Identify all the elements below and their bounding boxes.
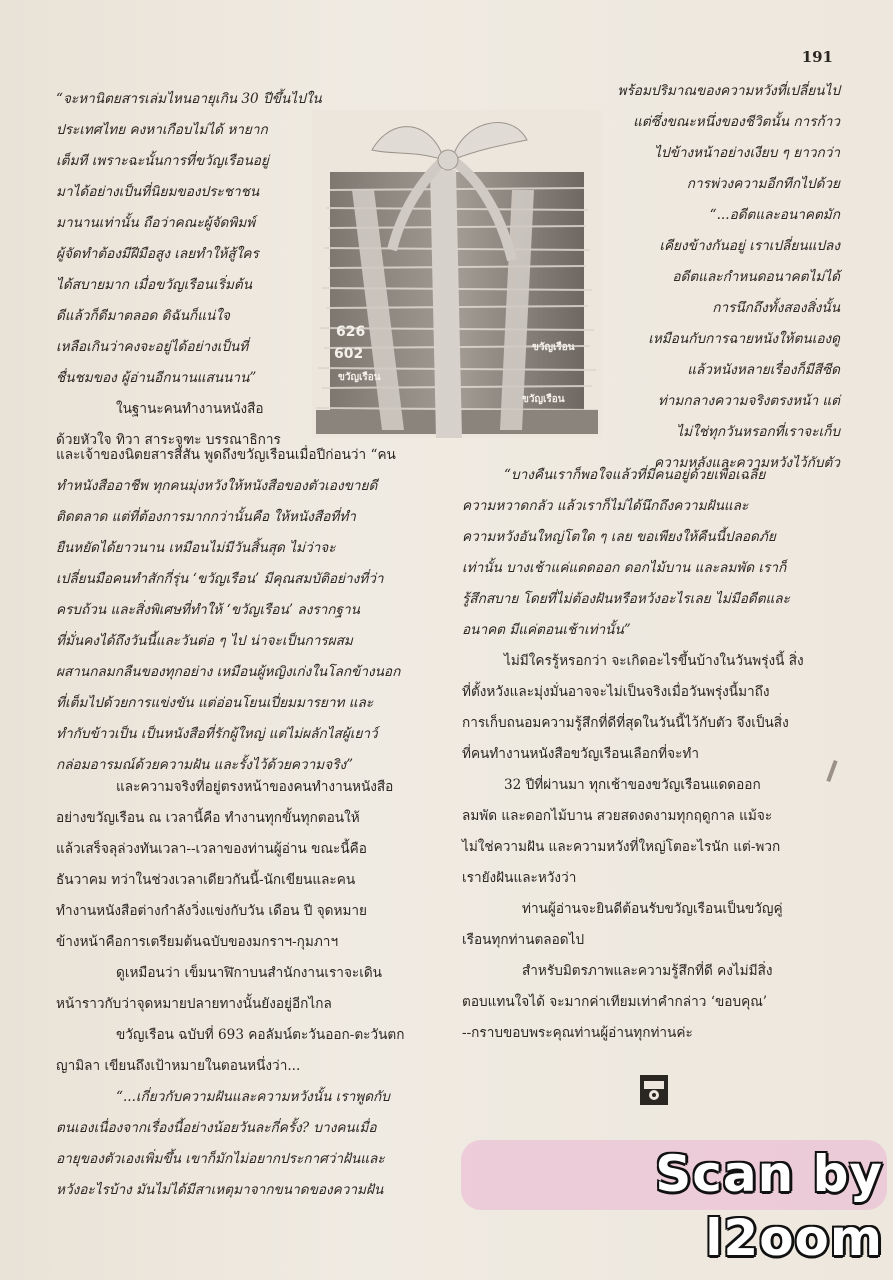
text-line: ผสานกลมกลืนของทุกอย่าง เหมือนผู้หญิงเก่งในโลกข้างนอก <box>56 664 401 680</box>
text-line: อดีตและกำหนดอนาคตไม่ได้ <box>672 269 840 285</box>
spine-label: 602 <box>334 346 364 362</box>
spine-label: ขวัญเรือน <box>522 394 565 405</box>
text-line: ทำงานหนังสือต่างกำลังวิ่งแข่งกับวัน เดือน ปี จุดหมาย <box>56 903 368 919</box>
text-line: ด้วยหัวใจ ทิวา สาระจูฑะ บรรณาธิการ <box>56 432 281 448</box>
spine-label: ขวัญเรือน <box>338 372 381 383</box>
text-line: “จะหานิตยสารเล่มไหนอายุเกิน 30 ปีขึ้นไปใน <box>56 91 322 107</box>
scan-credit: Scan by l2oom <box>655 1145 883 1267</box>
text-line: รู้สึกสบาย โดยที่ไม่ต้องฝันหรือหวังอะไรเลย ไม่มีอดีตและ <box>462 591 790 607</box>
text-line: และเจ้าของนิตยสารสีสัน พูดถึงขวัญเรือนเมื่อปีก่อนว่า “คน <box>56 447 396 463</box>
text-line: การเก็บถนอมความรู้สึกที่ดีที่สุดในวันนี้ไว้กับตัว จึงเป็นสิ่ง <box>462 715 789 731</box>
text-line: มาได้อย่างเป็นที่นิยมของประชาชน <box>56 184 260 200</box>
text-line: แล้วเสร็จลุล่วงทันเวลา--เวลาของท่านผู้อ่าน ขณะนี้คือ <box>56 841 367 857</box>
text-line: ทำกับข้าวเป็น เป็นหนังสือที่รักผู้ใหญ่ แต่ไม่ผลักไสผู้เยาว์ <box>56 726 378 742</box>
text-line: การพ่วงความอีกทีกไปด้วย <box>686 176 840 192</box>
text-line: เต็มที เพราะฉะนั้นการที่ขวัญเรือนอยู่ <box>56 153 269 169</box>
text-line: ได้สบายมาก เมื่อขวัญเรือนเริ่มต้น <box>56 277 253 293</box>
text-line: หน้าราวกับว่าจุดหมายปลายทางนั้นยังอยู่อีกไกล <box>56 996 332 1012</box>
text-line: “บางคืนเราก็พอใจแล้วที่มีคนอยู่ด้วยเพื่อเฉลี่ย <box>504 467 766 483</box>
text-line: อย่างขวัญเรือน ณ เวลานี้คือ ทำงานทุกขั้นทุกตอนให้ <box>56 810 360 826</box>
text-line: ธันวาคม ทว่าในช่วงเวลาเดียวกันนี้-นักเขียนและคน <box>56 872 356 888</box>
text-line: ความหวังอันใหญ่โตใด ๆ เลย ขอเพียงให้คืนนี้ปลอดภัย <box>462 529 776 545</box>
text-line: ดีแล้วก็ดีมาตลอด ดิฉันก็แน่ใจ <box>56 308 230 324</box>
text-line: ท่านผู้อ่านจะยินดีต้อนรับขวัญเรือนเป็นขวัญคู่ <box>522 901 783 917</box>
text-line: หวังอะไรบ้าง มันไม่ได้มีสาเหตุมาจากขนาดของความฝัน <box>56 1182 384 1198</box>
text-line: ครบถ้วน และสิ่งพิเศษที่ทำให้ ‘ขวัญเรือน’ ลงรากฐาน <box>56 602 360 618</box>
text-line: ตนเองเนื่องจากเรื่องนี้อย่างน้อยวันละกี่ครั้ง? บางคนเมื่อ <box>56 1120 377 1136</box>
text-line: ไม่ใช่ทุกวันหรอกที่เราจะเก็บ <box>676 424 840 440</box>
text-line: เท่านั้น บางเช้าแค่แดดออก ดอกไม้บาน และลมพัด เราก็ <box>462 560 787 576</box>
text-line: ติดตลาด แต่ที่ต้องการมากกว่านั้นคือ ให้หนังสือที่ทำ <box>56 509 356 525</box>
text-line: อายุของตัวเองเพิ่มขึ้น เขาก็มักไม่อยากประกาศว่าฝันและ <box>56 1151 385 1167</box>
text-line: ผู้จัดทำต้องมีฝีมือสูง เลยทำให้สู้ใคร <box>56 246 259 262</box>
text-line: ญามิลา เขียนถึงเป้าหมายในตอนหนึ่งว่า... <box>56 1058 301 1074</box>
text-line: ไม่ใช่ความฝัน และความหวังที่ใหญ่โตอะไรนัก แต่-พวก <box>462 839 781 855</box>
text-line: พร้อมปริมาณของความหวังที่เปลี่ยนไป <box>617 83 840 99</box>
text-line: เหลือเกินว่าคงจะอยู่ได้อย่างเป็นที่ <box>56 339 249 355</box>
text-line: ประเทศไทย คงหาเกือบไม่ได้ หายาก <box>56 122 268 138</box>
upper-left-column <box>56 84 322 456</box>
text-line: ท่ามกลางความจริงตรงหน้า แต่ <box>657 393 840 409</box>
text-line: 32 ปีที่ผ่านมา ทุกเช้าของขวัญเรือนแดดออก <box>504 777 761 793</box>
text-line: ที่มั่นคงได้ถึงวันนี้และวันต่อ ๆ ไป น่าจะเป็นการผสม <box>56 633 353 649</box>
text-line: อนาคต มีแค่ตอนเช้าเท่านั้น” <box>462 622 631 638</box>
text-line: ไม่มีใครรู้หรอกว่า จะเกิดอะไรขึ้นบ้างในวันพรุ่งนี้ สิ่ง <box>504 653 804 669</box>
middle-paragraph <box>56 440 448 781</box>
text-line: ไปข้างหน้าอย่างเงียบ ๆ ยาวกว่า <box>654 145 840 161</box>
upper-right-column <box>460 76 840 479</box>
text-line: กล่อมอารมณ์ด้วยความฝัน และรั้งไว้ด้วยความจริง” <box>56 757 354 773</box>
text-line: ความหวาดกลัว แล้วเราก็ไม่ได้นึกถึงความฝันและ <box>462 498 749 514</box>
text-line: เรายังฝันและหวังว่า <box>462 870 577 886</box>
text-line: เหมือนกับการฉายหนังให้ตนเองดู <box>648 331 840 347</box>
end-of-article-icon <box>640 1075 668 1105</box>
text-line: เรือนทุกท่านตลอดไป <box>462 932 585 948</box>
text-line: สำหรับมิตรภาพและความรู้สึกที่ดี คงไม่มีสิ่ง <box>522 963 773 979</box>
text-line: การนึกถึงทั้งสองสิ่งนั้น <box>712 300 840 316</box>
lower-right-column <box>462 460 842 1049</box>
text-line: ดูเหมือนว่า เข็มนาฬิกาบนสำนักงานเราจะเดิน <box>116 965 382 981</box>
text-line: ที่ตั้งหวังและมุ่งมั่นอาจจะไม่เป็นจริงเมื่อวันพรุ่งนี้มาถึง <box>462 684 770 700</box>
text-line: ตอบแทนใจได้ จะมากค่าเทียมเท่าคำกล่าว ‘ขอบคุณ’ <box>462 994 768 1010</box>
text-line: “...เกี่ยวกับความฝันและความหวังนั้น เราพูดกับ <box>116 1089 390 1105</box>
text-line: แล้วหนังหลายเรื่องก็มีสีซีด <box>687 362 840 378</box>
lower-left-column <box>56 772 448 1206</box>
text-line: ขวัญเรือน ฉบับที่ 693 คอลัมน์ตะวันออก-ตะวันตก <box>116 1027 405 1043</box>
text-line: เปลี่ยนมือคนทำสักกี่รุ่น ‘ขวัญเรือน’ มีคุณสมบัติอย่างที่ว่า <box>56 571 384 587</box>
text-line: ยืนหยัดได้ยาวนาน เหมือนไม่มีวันสิ้นสุด ไม่ว่าจะ <box>56 540 336 556</box>
text-line: “...อดีตและอนาคตมัก <box>709 207 840 223</box>
text-line: ที่เต็มไปด้วยการแข่งขัน แต่อ่อนโยนเปี่ยมมารยาท และ <box>56 695 374 711</box>
spine-label: 626 <box>336 324 366 340</box>
text-line: --กราบขอบพระคุณท่านผู้อ่านทุกท่านค่ะ <box>462 1025 693 1041</box>
text-line: ทำหนังสืออาชีพ ทุกคนมุ่งหวังให้หนังสือของตัวเองขายดี <box>56 478 378 494</box>
text-line: ความหลังและความหวังไว้กับตัว <box>654 455 840 471</box>
text-line: แต่ซึ่งขณะหนึ่งของชีวิตนั้น การก้าว <box>633 114 840 130</box>
text-line: ชื่นชมของ ผู้อ่านอีกนานแสนนาน” <box>56 370 257 386</box>
text-line: และความจริงที่อยู่ตรงหน้าของคนทำงานหนังสือ <box>116 779 394 795</box>
text-line: ข้างหน้าคือการเตรียมต้นฉบับของมกราฯ-กุมภาฯ <box>56 934 339 950</box>
text-line: ในฐานะคนทำงานหนังสือ <box>116 401 264 417</box>
spine-label: ขวัญเรือน <box>532 342 575 353</box>
text-line: ที่คนทำงานหนังสือขวัญเรือนเลือกที่จะทำ <box>462 746 699 762</box>
text-line: มานานเท่านั้น ถือว่าคณะผู้จัดพิมพ์ <box>56 215 256 231</box>
text-line: เคียงข้างกันอยู่ เราเปลี่ยนแปลง <box>659 238 840 254</box>
page-number: 191 <box>801 48 833 66</box>
text-line: ลมพัด และดอกไม้บาน สวยสดงดงามทุกฤดูกาล แม้จะ <box>462 808 773 824</box>
